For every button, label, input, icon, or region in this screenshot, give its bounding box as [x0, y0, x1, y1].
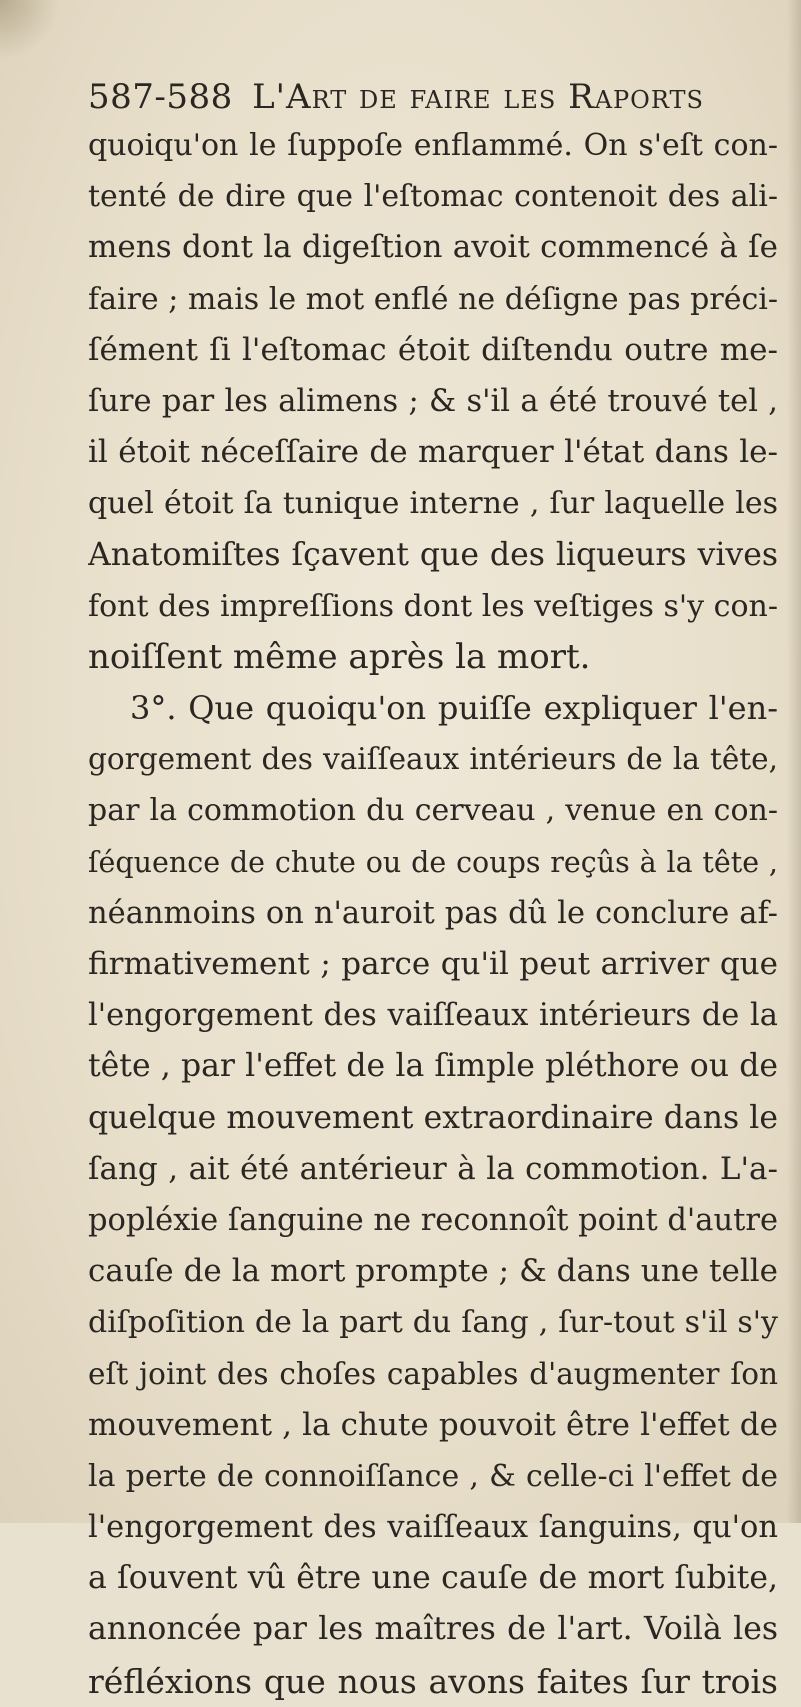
text-line: diſpoſition de la part du ſang , ſur-tout s'il s'y	[88, 1305, 778, 1341]
text-line: mouvement , la chute pouvoit être l'effet de	[88, 1406, 778, 1443]
text-line: tête , par l'effet de la ſimple pléthore ou de	[88, 1048, 778, 1085]
text-line: faire ; mais le mot enflé ne déſigne pas préci-	[88, 281, 778, 317]
text-line: ſéquence de chute ou de coups reçûs à la tête ,	[88, 845, 778, 879]
running-title: L'Art de faire les Raports	[252, 77, 704, 117]
text-line: quel étoit ſa tunique interne , ſur laquelle les	[88, 486, 778, 522]
text-line: gorgement des vaiſſeaux intérieurs de la tête,	[88, 742, 778, 777]
text-line: Anatomiſtes ſçavent que des liqueurs vives	[88, 536, 778, 573]
text-line: firmativement ; parce qu'il peut arriver que	[88, 946, 778, 982]
text-line: il étoit néceſſaire de marquer l'état dans le-	[88, 434, 778, 471]
text-line: la perte de connoiſſance , & celle-ci l'effet de	[88, 1458, 778, 1494]
text-line: quoiqu'on le ſuppoſe enflammé. On s'eſt con-	[88, 128, 778, 163]
page-number: 587-588	[88, 77, 233, 117]
body-text	[88, 120, 778, 1707]
text-line: l'engorgement des vaiſſeaux ſanguins, qu'on	[88, 1510, 778, 1546]
page-corner-shadow	[0, 0, 60, 60]
text-line: 3°. Que quoiqu'on puiſſe expliquer l'en-	[130, 689, 778, 728]
text-line: l'engorgement des vaiſſeaux intérieurs de la	[88, 998, 778, 1034]
text-line: noiſſent même après la mort.	[88, 636, 591, 677]
text-line: quelque mouvement extraordinaire dans le	[88, 1099, 778, 1136]
text-line: a ſouvent vû être une cauſe de mort ſubite,	[88, 1560, 778, 1597]
page-edge-shadow	[787, 0, 801, 1523]
text-line: par la commotion du cerveau , venue en con-	[88, 793, 778, 829]
text-line: annoncée par les maîtres de l'art. Voilà les	[88, 1611, 778, 1648]
text-line: cauſe de la mort prompte ; & dans une telle	[88, 1253, 778, 1290]
text-line: ſément ſi l'eſtomac étoit diſtendu outre me-	[88, 331, 778, 368]
text-line: réfléxions que nous avons faites ſur trois	[88, 1661, 778, 1701]
text-line: tenté de dire que l'eſtomac contenoit des ali-	[88, 179, 778, 215]
text-line: mens dont la digeſtion avoit commencé à ſe	[88, 229, 778, 266]
text-line: ſure par les alimens ; & s'il a été trouvé tel ,	[88, 383, 778, 419]
running-header	[88, 72, 778, 122]
text-line: popléxie ſanguine ne reconnoît point d'autre	[88, 1202, 778, 1238]
text-line: néanmoins on n'auroit pas dû le conclure af-	[88, 895, 778, 931]
text-line: ſang , ait été antérieur à la commotion. L'a-	[88, 1150, 778, 1187]
text-line: font des impreſſions dont les veſtiges s'y con-	[88, 588, 778, 624]
text-line: eſt joint des choſes capables d'augmenter ſon	[88, 1356, 778, 1391]
